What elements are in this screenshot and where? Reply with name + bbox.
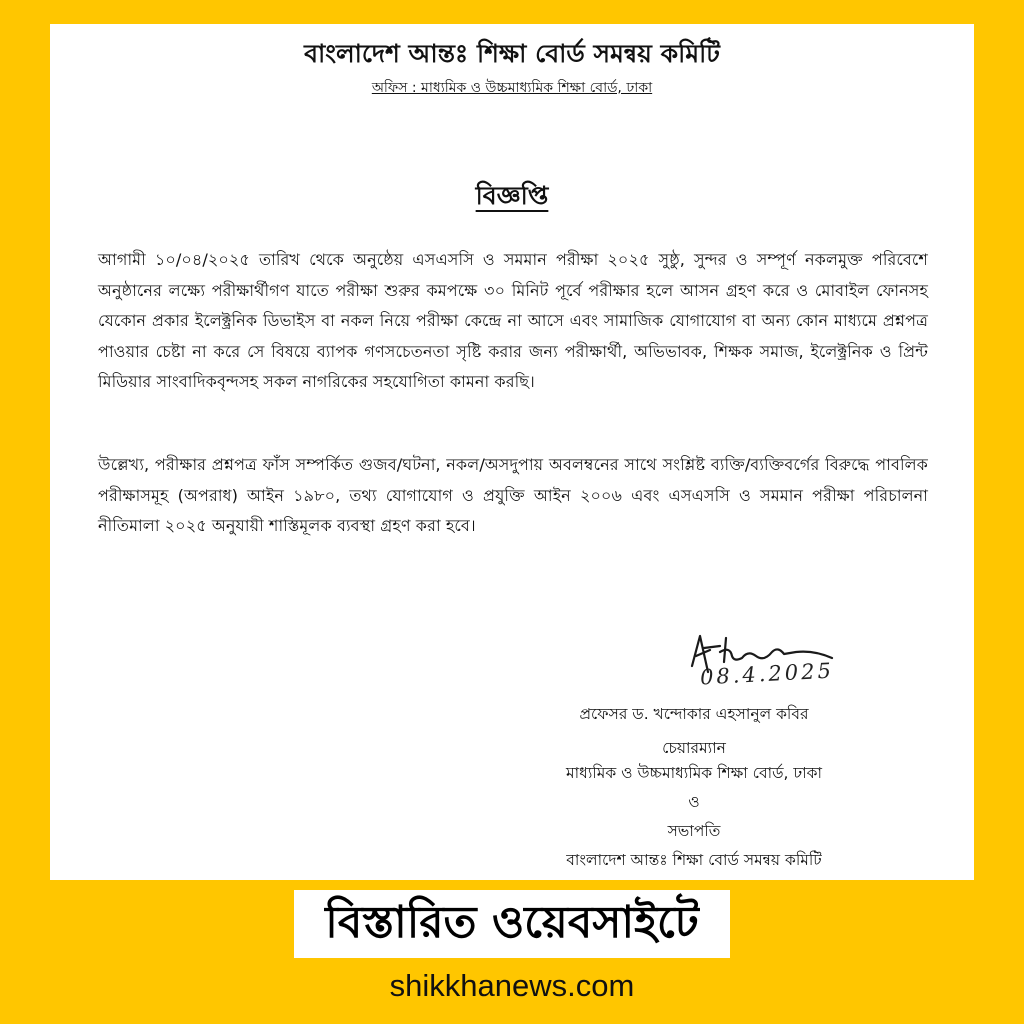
signature-date: 08.4.2025 (699, 658, 835, 690)
signatory-committee: বাংলাদেশ আন্তঃ শিক্ষা বোর্ড সমন্বয় কমিটি (566, 851, 822, 869)
org-title: বাংলাদেশ আন্তঃ শিক্ষা বোর্ড সমন্বয় কমিটি (304, 39, 720, 68)
website-link[interactable]: shikkhanews.com (389, 968, 635, 1003)
signatory-conjunction: ও (688, 793, 700, 811)
office-line (50, 76, 974, 100)
notice-paragraph-1: আগামী ১০/০৪/২০২৫ তারিখ থেকে অনুষ্ঠেয় এসএসসি ও সমমান পরীক্ষা ২০২৫ সুষ্ঠু, সুন্দর ও সম্পূর্ণ নকলমুক্ত পরিবেশে অনুষ্ঠানের লক্ষ্যে পরীক্ষার্থীগণ যাতে পরীক্ষা শুরুর কমপক্ষে ৩০ মিনিট পূর্বে পরীক্ষার হলে আসন গ্রহণ করে ও মোবাইল ফোনসহ যেকোন প্রকার ইলেক্ট্রনিক ডিভাইস বা নকল নিয়ে পরীক্ষা কেন্দ্রে না আসে এবং সামাজিক যোগাযোগ বা অন্য কোন মাধ্যমে প্রশ্নপত্র পাওয়ার চেষ্টা না করে সে বিষয়ে ব্যাপক গণসচেতনতা সৃষ্টি করার জন্য পরীক্ষার্থী, অভিভাবক, শিক্ষক সমাজ, ইলেক্ট্রনিক ও প্রিন্ট মিডিয়ার সাংবাদিকবৃন্দসহ সকল নাগরিকের সহযোগিতা কামনা করছি। (98, 250, 928, 391)
notice-document (50, 24, 974, 880)
signatory-designation: চেয়ারম্যান (662, 739, 726, 757)
signatory-board: মাধ্যমিক ও উচ্চমাধ্যমিক শিক্ষা বোর্ড, ঢাকা (566, 764, 822, 782)
details-banner: বিস্তারিত ওয়েবসাইটে (294, 890, 730, 958)
signatory-name: প্রফেসর ড. খন্দোকার এহসানুল কবির (579, 705, 809, 723)
notice-title-text: বিজ্ঞপ্তি (475, 181, 549, 210)
office-line-text: অফিস : মাধ্যমিক ও উচ্চমাধ্যমিক শিক্ষা বোর্ড, ঢাকা (371, 80, 653, 96)
notice-paragraph-2: উল্লেখ্য, পরীক্ষার প্রশ্নপত্র ফাঁস সম্পর্কিত গুজব/ঘটনা, নকল/অসদুপায় অবলম্বনের সাথে সংশ্লিষ্ট ব্যক্তি/ব্যক্তিবর্গের বিরুদ্ধে পাবলিক পরীক্ষাসমূহ (অপরাধ) আইন ১৯৮০, তথ্য যোগাযোগ ও প্রযুক্তি আইন ২০০৬ এবং এসএসসি ও সমমান পরীক্ষা পরিচালনা নীতিমালা ২০২৫ অনুযায়ী শাস্তিমূলক ব্যবস্থা গ্রহণ করা হবে। (98, 455, 928, 535)
signatory-role: সভাপতি (667, 822, 721, 840)
notice-title (50, 176, 974, 219)
